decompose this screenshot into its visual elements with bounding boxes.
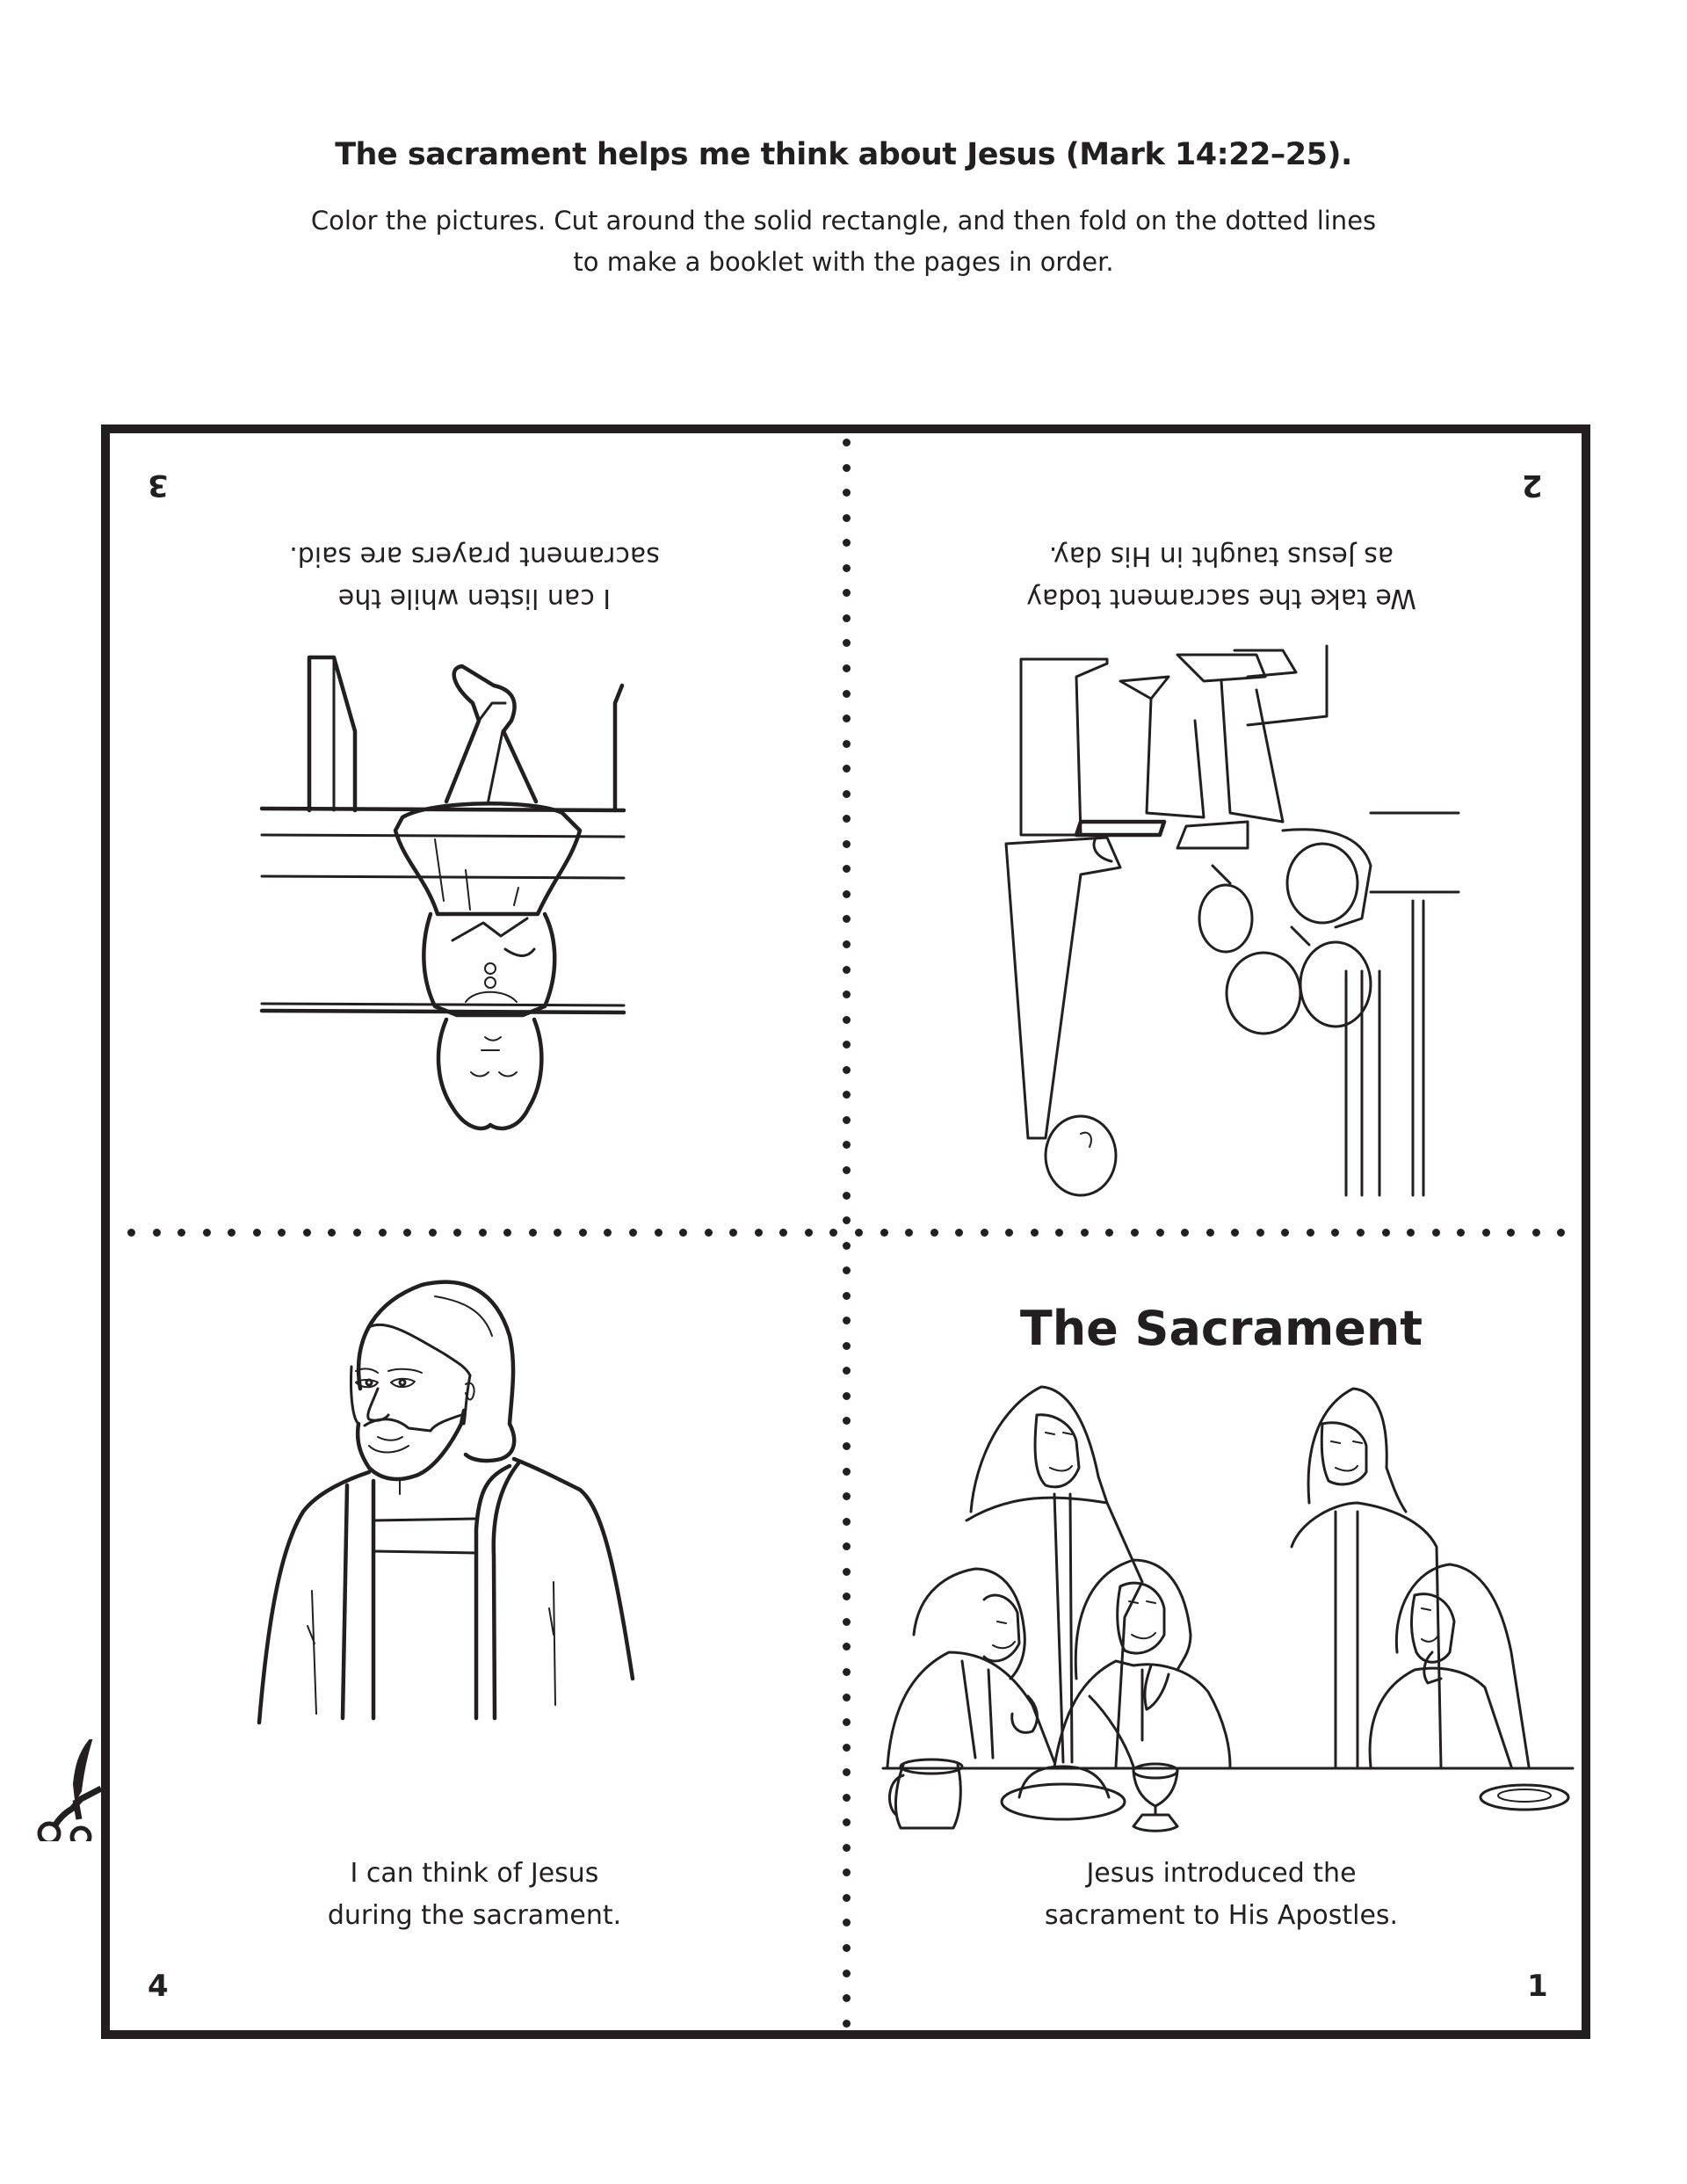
fold-dot [843,1292,851,1300]
page-caption [264,1853,685,1937]
fold-dot [1532,1229,1540,1237]
fold-dot [843,966,851,974]
caption-line: We take the sacrament today [1026,583,1416,613]
fold-dot [479,1229,487,1237]
caption-line: sacrament to His Apostles. [1044,1900,1399,1931]
fold-dot [1131,1229,1139,1237]
fold-dot [1081,1229,1089,1237]
fold-dot [855,1229,863,1237]
fold-dot [1031,1229,1039,1237]
fold-dot [843,890,851,898]
page-number: 1 [1527,1969,1548,2004]
fold-dot [843,1518,851,1526]
fold-dot [843,1894,851,1902]
fold-dot [843,464,851,472]
fold-dot [843,1468,851,1476]
fold-dot [843,1568,851,1576]
booklet-cover-title: The Sacrament [1019,1301,1423,1356]
fold-dot [127,1229,135,1237]
fold-dot [843,1242,851,1250]
fold-dot [905,1229,913,1237]
fold-dot [843,614,851,622]
fold-dot [843,940,851,948]
fold-dot [379,1229,387,1237]
page-number: 4 [148,1969,169,2004]
fold-dot [843,1944,851,1952]
caption-line: Jesus introduced the [1086,1858,1357,1889]
fold-dot [843,1116,851,1124]
jesus-portrait-illustration [246,1266,773,1828]
fold-dot [843,1192,851,1200]
fold-dot [353,1229,361,1237]
fold-dot [843,2020,851,2028]
caption-line: I can listen while the [337,583,612,613]
fold-dot [843,1618,851,1626]
fold-dot [1382,1229,1390,1237]
fold-dot [843,1016,851,1024]
fold-dot [880,1229,888,1237]
fold-dot [755,1229,763,1237]
fold-dot [153,1229,161,1237]
fold-dot [843,1794,851,1802]
fold-dot [843,690,851,698]
passing-sacrament-illustration [993,637,1467,1200]
fold-dot [579,1229,587,1237]
fold-dot [843,564,851,572]
page-caption [1010,534,1432,619]
fold-dot [843,1166,851,1174]
fold-dot [805,1229,813,1237]
fold-dot [843,1694,851,1701]
fold-dot [843,1066,851,1074]
fold-dot [253,1229,261,1237]
fold-dot [203,1229,211,1237]
fold-dot [843,1970,851,1977]
caption-line: I can think of Jesus [350,1858,599,1889]
fold-dot [981,1229,988,1237]
fold-dot [303,1229,311,1237]
fold-dot [705,1229,713,1237]
fold-dot [429,1229,437,1237]
fold-dot [843,1744,851,1752]
fold-dot [1357,1229,1365,1237]
fold-dot [930,1229,938,1237]
fold-dot [843,514,851,522]
fold-dot [843,790,851,798]
fold-dot [843,1342,851,1350]
fold-dot [843,740,851,748]
last-supper-illustration [879,1371,1582,1837]
fold-dot [843,1668,851,1676]
fold-dot [1256,1229,1264,1237]
page-number: 3 [148,468,169,503]
fold-dot [843,1442,851,1450]
fold-dot [843,1844,851,1852]
caption-line: as Jesus taught in His day. [1048,541,1394,571]
fold-dot [1156,1229,1164,1237]
worksheet-title: The sacrament helps me think about Jesus (Mark 14:22–25). [335,137,1352,172]
fold-dot [629,1229,637,1237]
fold-dot [843,664,851,672]
fold-dot [1407,1229,1415,1237]
worksheet-instructions [0,200,1687,283]
fold-dot [843,715,851,722]
page-caption [1010,1853,1432,1937]
fold-dot [655,1229,662,1237]
fold-dot [1482,1229,1490,1237]
page-number: 2 [1522,468,1543,503]
caption-line: during the sacrament. [327,1900,622,1931]
fold-dot [843,439,851,446]
fold-dot [843,1718,851,1726]
instructions-line-2: to make a booklet with the pages in order. [573,247,1114,277]
caption-line: sacrament prayers are said. [289,541,660,571]
instructions-line-1: Color the pictures. Cut around the solid rectangle, and then fold on the dotted lines [310,206,1377,236]
girl-on-bench-illustration [255,650,624,1204]
fold-dot [1307,1229,1314,1237]
scissors-icon [18,1714,105,1841]
fold-dot [403,1229,411,1237]
fold-dot [843,840,851,848]
fold-dot [843,1392,851,1400]
fold-dot [1206,1229,1214,1237]
page-caption [264,534,685,619]
fold-dot [843,1216,851,1224]
fold-dot [1432,1229,1440,1237]
fold-dot [529,1229,537,1237]
